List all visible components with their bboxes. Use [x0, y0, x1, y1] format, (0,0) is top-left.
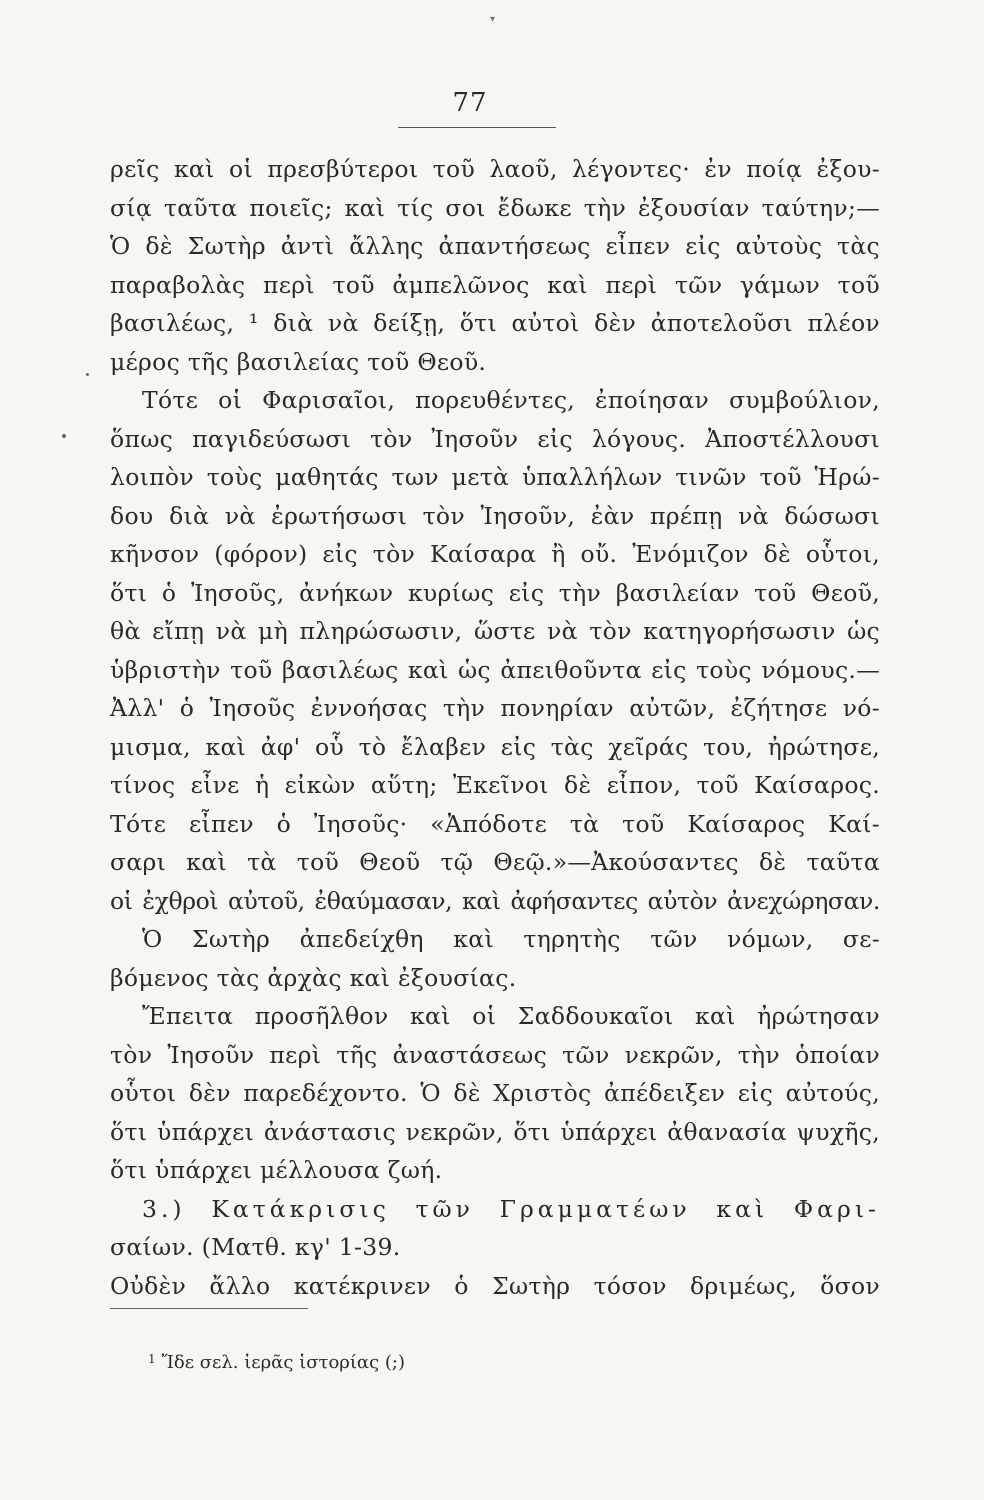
page-number: 77: [452, 88, 488, 118]
section-heading-ref: σαίων. (Ματθ. κγ' 1-39.: [110, 1233, 401, 1261]
print-mark: ▾: [490, 14, 496, 25]
text-line: ὅπως παγιδεύσωσι τὸν Ἰησοῦν εἰς λόγους. Ἀποστέλλουσι: [110, 424, 880, 453]
header-rule: [398, 127, 556, 128]
footnote-rule: [110, 1308, 308, 1309]
text-line: οἱ ἐχθροὶ αὐτοῦ, ἐθαύμασαν, καὶ ἀφήσαντες αὐτὸν ἀνεχώρησαν.: [110, 886, 880, 915]
footnote-mark: 1: [148, 1352, 156, 1366]
text-line: βασιλέως, ¹ διὰ νὰ δείξῃ, ὅτι αὐτοὶ δὲν ἀποτελοῦσι πλέον: [110, 309, 880, 337]
text-line: Ὁ δὲ Σωτὴρ ἀντὶ ἄλλης ἀπαντήσεως εἶπεν εἰς αὐτοὺς τὰς: [110, 232, 880, 260]
text-line: Ὁ Σωτὴρ ἀπεδείχθη καὶ τηρητὴς τῶν νόμων, σε-: [142, 925, 880, 953]
text-line: λοιπὸν τοὺς μαθητάς των μετὰ ὑπαλλήλων τινῶν τοῦ Ἡρώ-: [110, 463, 880, 491]
footnote: [148, 1352, 405, 1373]
body-text: [110, 150, 880, 1305]
text-line: βόμενος τὰς ἀρχὰς καὶ ἐξουσίας.: [110, 963, 517, 992]
text-line: Ἀλλ' ὁ Ἰησοῦς ἐννοήσας τὴν πονηρίαν αὐτῶν, ἐζήτησε νό-: [110, 694, 880, 722]
text-line: τίνος εἶνε ἡ εἰκὼν αὕτη; Ἐκεῖνοι δὲ εἶπον, τοῦ Καίσαρος.: [110, 771, 880, 799]
text-line: ὅτι ὑπάρχει ἀνάστασις νεκρῶν, ὅτι ὑπάρχει ἀθανασία ψυχῆς,: [110, 1117, 880, 1146]
text-line: σαρι καὶ τὰ τοῦ Θεοῦ τῷ Θεῷ.»—Ἀκούσαντες δὲ ταῦτα: [110, 848, 880, 876]
text-line: οὗτοι δὲν παρεδέχοντο. Ὁ δὲ Χριστὸς ἀπέδειξεν εἰς αὐτούς,: [110, 1079, 880, 1107]
text-line: μέρος τῆς βασιλείας τοῦ Θεοῦ.: [110, 347, 487, 376]
text-line: ὅτι ὑπάρχει μέλλουσα ζωή.: [110, 1156, 443, 1184]
text-line: θὰ εἴπῃ νὰ μὴ πληρώσωσιν, ὥστε νὰ τὸν κατηγορήσωσιν ὡς: [110, 617, 880, 645]
text-line: ὑβριστὴν τοῦ βασιλέως καὶ ὡς ἀπειθοῦντα εἰς τοὺς νόμους.—: [110, 655, 880, 684]
footnote-text: Ἴδε σελ. ἱερᾶς ἱστορίας (;): [161, 1352, 405, 1373]
margin-speck: [86, 373, 89, 376]
text-line: Τότε οἱ Φαρισαῖοι, πορευθέντες, ἐποίησαν συμβούλιον,: [142, 386, 880, 414]
text-line: παραβολὰς περὶ τοῦ ἀμπελῶνος καὶ περὶ τῶν γάμων τοῦ: [110, 270, 880, 299]
text-line: δου διὰ νὰ ἐρωτήσωσι τὸν Ἰησοῦν, ἐὰν πρέπῃ νὰ δώσωσι: [110, 501, 880, 530]
text-line: Τότε εἶπεν ὁ Ἰησοῦς· «Ἀπόδοτε τὰ τοῦ Καίσαρος Καί-: [110, 809, 880, 838]
text-line: τὸν Ἰησοῦν περὶ τῆς ἀναστάσεως τῶν νεκρῶν, τὴν ὁποίαν: [110, 1040, 880, 1069]
text-line: μισμα, καὶ ἀφ' οὗ τὸ ἔλαβεν εἰς τὰς χεῖράς του, ἠρώτησε,: [110, 732, 880, 761]
text-line: Ἔπειτα προσῆλθον καὶ οἱ Σαδδουκαῖοι καὶ ἠρώτησαν: [142, 1002, 880, 1030]
text-line: ρεῖς καὶ οἱ πρεσβύτεροι τοῦ λαοῦ, λέγοντες· ἐν ποίᾳ ἐξου-: [110, 155, 880, 183]
section-heading: 3.) Κατάκρισις τῶν Γραμματέων καὶ Φαρι-: [142, 1194, 880, 1223]
text-line: Οὐδὲν ἄλλο κατέκρινεν ὁ Σωτὴρ τόσον δριμέως, ὅσον: [110, 1271, 880, 1300]
margin-speck: [62, 434, 66, 438]
text-line: σίᾳ ταῦτα ποιεῖς; καὶ τίς σοι ἔδωκε τὴν ἐξουσίαν ταύτην;—: [110, 193, 880, 222]
text-line: κῆνσον (φόρον) εἰς τὸν Καίσαρα ἢ οὔ. Ἐνόμιζον δὲ οὗτοι,: [110, 540, 880, 568]
text-line: ὅτι ὁ Ἰησοῦς, ἀνήκων κυρίως εἰς τὴν βασιλείαν τοῦ Θεοῦ,: [110, 578, 880, 607]
